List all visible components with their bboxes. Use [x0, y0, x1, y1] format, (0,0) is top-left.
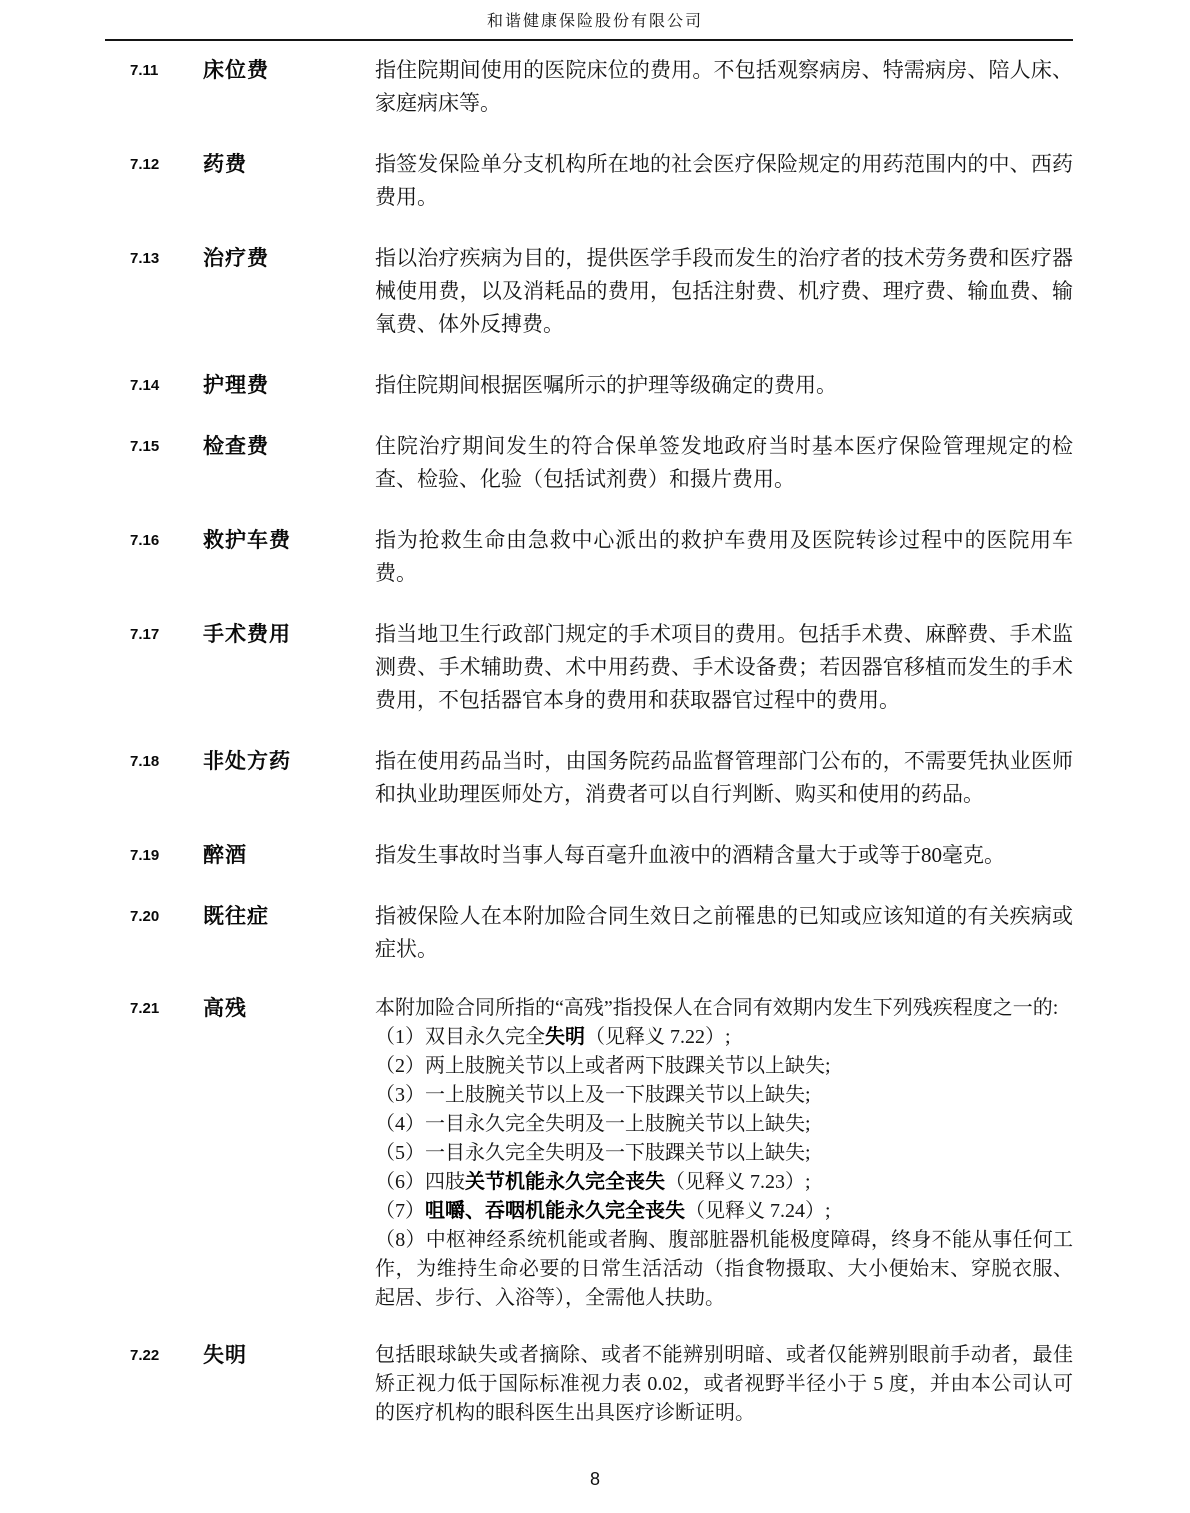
text-run: （7）: [375, 1200, 425, 1222]
section-definition: [375, 839, 1073, 872]
section-term: 高残: [203, 996, 247, 1020]
section-definition: [375, 618, 1073, 717]
text-run: 指被保险人在本附加险合同生效日之前罹患的已知或应该知道的有关疾病或症状。: [375, 904, 1073, 961]
section-number: 7.17: [130, 626, 160, 643]
text-run: 指以治疗疾病为目的，提供医学手段而发生的治疗者的技术劳务费和医疗器械使用费，以及消耗品的费用，包括注射费、机疗费、理疗费、输血费、输氧费、体外反搏费。: [375, 246, 1073, 336]
definition-section: [130, 618, 1073, 717]
section-term: 药费: [203, 152, 247, 176]
section-definition: [375, 900, 1073, 966]
paragraph: [375, 1081, 1073, 1110]
section-number: 7.22: [130, 1347, 160, 1364]
section-definition: [375, 148, 1073, 214]
page-title: 和谐健康保险股份有限公司: [486, 13, 703, 30]
text-run: （见释义 7.23）;: [665, 1171, 811, 1193]
section-number: 7.12: [130, 156, 160, 173]
definition-section: [130, 745, 1073, 811]
section-number: 7.21: [130, 1000, 160, 1017]
definition-section: [130, 994, 1073, 1313]
header-divider: [105, 39, 1073, 41]
text-run: （6）四肢: [375, 1171, 465, 1193]
text-run: （见释义 7.22）;: [585, 1026, 731, 1048]
text-run: （8）中枢神经系统机能或者胸、腹部脏器机能极度障碍，终身不能从事任何工作，为维持生命必要的日常生活活动（指食物摄取、大小便始末、穿脱衣服、起居、步行、入浴等），全需他人扶助。: [375, 1229, 1073, 1309]
section-definition: [375, 369, 1073, 402]
section-number: 7.11: [130, 62, 159, 79]
text-run: 指当地卫生行政部门规定的手术项目的费用。包括手术费、麻醉费、手术监测费、手术辅助费、术中用药费、手术设备费；若因器官移植而发生的手术费用，不包括器官本身的费用和获取器官过程中的费用。: [375, 622, 1073, 712]
section-term: 手术费用: [203, 622, 291, 646]
text-run: 包括眼球缺失或者摘除、或者不能辨别明暗、或者仅能辨别眼前手动者，最佳矫正视力低于国际标准视力表 0.02，或者视野半径小于 5 度，并由本公司认可的医疗机构的眼科医生出具医疗诊断证明。: [375, 1344, 1073, 1424]
section-term: 检查费: [203, 434, 269, 458]
section-definition: [375, 430, 1073, 496]
definition-section: [130, 1341, 1073, 1428]
paragraph: [375, 1197, 1073, 1226]
section-number: 7.16: [130, 532, 160, 549]
definition-section: [130, 430, 1073, 496]
paragraph: [375, 148, 1073, 214]
bold-text-run: 失明: [545, 1026, 585, 1048]
paragraph: [375, 1139, 1073, 1168]
paragraph: [375, 618, 1073, 717]
text-run: 本附加险合同所指的“高残”指投保人在合同有效期内发生下列残疾程度之一的:: [375, 997, 1059, 1019]
section-definition: [375, 524, 1073, 590]
definition-section: [130, 369, 1073, 402]
section-number: 7.19: [130, 847, 160, 864]
paragraph: [375, 369, 1073, 402]
paragraph: [375, 54, 1073, 120]
section-definition: [375, 1341, 1073, 1428]
bold-text-run: 咀嚼、吞咽机能永久完全丧失: [425, 1200, 685, 1222]
section-number: 7.20: [130, 908, 160, 925]
text-run: （4）一目永久完全失明及一上肢腕关节以上缺失;: [375, 1113, 811, 1135]
text-run: （2）两上肢腕关节以上或者两下肢踝关节以上缺失;: [375, 1055, 831, 1077]
section-definition: [375, 54, 1073, 120]
paragraph: [375, 1052, 1073, 1081]
section-term: 救护车费: [203, 528, 291, 552]
paragraph: [375, 524, 1073, 590]
text-run: 住院治疗期间发生的符合保单签发地政府当时基本医疗保险管理规定的检查、检验、化验（包括试剂费）和摄片费用。: [375, 434, 1073, 491]
text-run: 指住院期间根据医嘱所示的护理等级确定的费用。: [375, 373, 837, 397]
section-term: 床位费: [203, 58, 269, 82]
page-number: 8: [589, 1469, 600, 1489]
text-run: 指在使用药品当时，由国务院药品监督管理部门公布的，不需要凭执业医师和执业助理医师处方，消费者可以自行判断、购买和使用的药品。: [375, 749, 1073, 806]
paragraph: [375, 994, 1073, 1023]
paragraph: [375, 900, 1073, 966]
definition-section: [130, 839, 1073, 872]
paragraph: [375, 430, 1073, 496]
section-definition: [375, 745, 1073, 811]
section-number: 7.18: [130, 753, 160, 770]
text-run: 指发生事故时当事人每百毫升血液中的酒精含量大于或等于80毫克。: [375, 843, 1005, 867]
paragraph: [375, 1110, 1073, 1139]
text-run: 指签发保险单分支机构所在地的社会医疗保险规定的用药范围内的中、西药费用。: [375, 152, 1073, 209]
paragraph: [375, 1226, 1073, 1313]
text-run: （5）一目永久完全失明及一下肢踝关节以上缺失;: [375, 1142, 811, 1164]
text-run: （1）双目永久完全: [375, 1026, 545, 1048]
paragraph: [375, 1168, 1073, 1197]
section-term: 失明: [203, 1343, 247, 1367]
paragraph: [375, 242, 1073, 341]
definition-section: [130, 54, 1073, 120]
bold-text-run: 关节机能永久完全丧失: [465, 1171, 665, 1193]
definition-section: [130, 148, 1073, 214]
section-number: 7.13: [130, 250, 160, 267]
text-run: （3）一上肢腕关节以上及一下肢踝关节以上缺失;: [375, 1084, 811, 1106]
paragraph: [375, 1341, 1073, 1428]
section-definition: [375, 242, 1073, 341]
definition-section: [130, 900, 1073, 966]
text-run: 指住院期间使用的医院床位的费用。不包括观察病房、特需病房、陪人床、家庭病床等。: [375, 58, 1073, 115]
paragraph: [375, 1023, 1073, 1052]
section-term: 护理费: [203, 373, 269, 397]
paragraph: [375, 745, 1073, 811]
definition-section: [130, 524, 1073, 590]
section-term: 既往症: [203, 904, 269, 928]
section-number: 7.14: [130, 377, 160, 394]
definitions-list: [130, 54, 1073, 1428]
section-term: 非处方药: [203, 749, 291, 773]
section-term: 治疗费: [203, 246, 269, 270]
text-run: 指为抢救生命由急救中心派出的救护车费用及医院转诊过程中的医院用车费。: [375, 528, 1073, 585]
section-definition: [375, 994, 1073, 1313]
section-number: 7.15: [130, 438, 160, 455]
definition-section: [130, 242, 1073, 341]
paragraph: [375, 839, 1073, 872]
section-term: 醉酒: [203, 843, 247, 867]
text-run: （见释义 7.24）;: [685, 1200, 831, 1222]
